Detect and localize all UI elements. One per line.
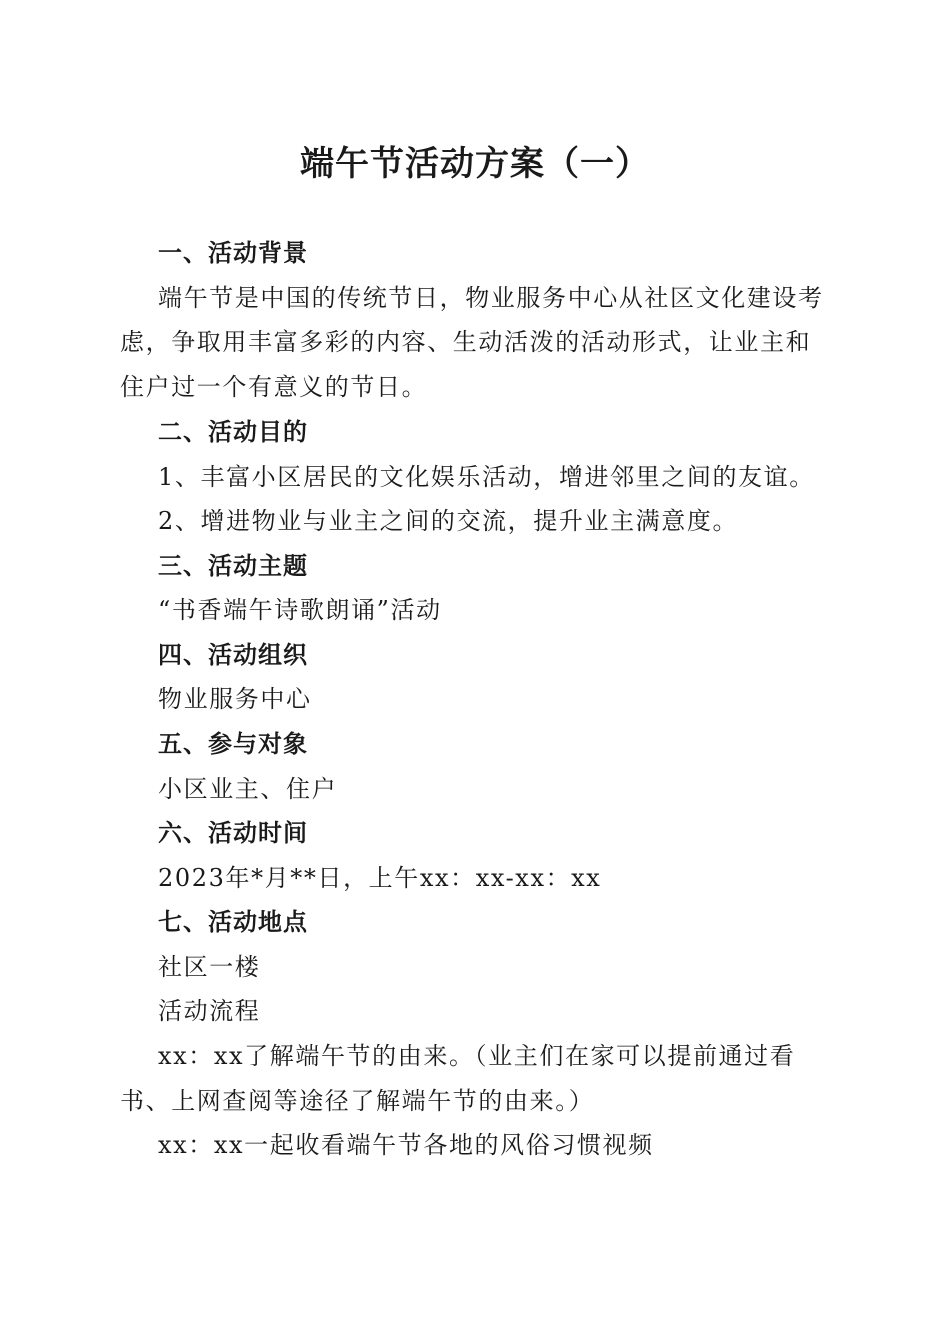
background-paragraph-line: 住户过一个有意义的节日。 <box>120 373 428 401</box>
process-step-line: xx：xx了解端午节的由来。（业主们在家可以提前通过看 <box>158 1042 796 1070</box>
process-label: 活动流程 <box>158 997 261 1025</box>
background-paragraph-line: 端午节是中国的传统节日，物业服务中心从社区文化建设考 <box>158 284 824 312</box>
section-heading-organizer: 四、活动组织 <box>158 641 308 669</box>
section-heading-theme: 三、活动主题 <box>158 552 308 580</box>
section-heading-time: 六、活动时间 <box>158 819 308 847</box>
process-step-line: xx：xx一起收看端午节各地的风俗习惯视频 <box>158 1131 654 1159</box>
location-text: 社区一楼 <box>158 953 261 981</box>
participants-text: 小区业主、住户 <box>158 775 338 803</box>
time-text: 2023年*月**日，上午xx：xx-xx：xx <box>158 864 602 892</box>
document-title: 端午节活动方案（一） <box>300 144 650 184</box>
organizer-text: 物业服务中心 <box>158 685 312 713</box>
section-heading-purpose: 二、活动目的 <box>158 418 308 446</box>
section-heading-background: 一、活动背景 <box>158 239 308 267</box>
section-heading-location: 七、活动地点 <box>158 908 308 936</box>
section-heading-participants: 五、参与对象 <box>158 730 308 758</box>
background-paragraph-line: 虑，争取用丰富多彩的内容、生动活泼的活动形式，让业主和 <box>120 328 812 356</box>
purpose-item: 1、丰富小区居民的文化娱乐活动，增进邻里之间的友谊。 <box>158 463 815 491</box>
theme-text: “书香端午诗歌朗诵”活动 <box>158 596 442 624</box>
process-step-line: 书、上网查阅等途径了解端午节的由来。） <box>120 1087 595 1115</box>
purpose-item: 2、增进物业与业主之间的交流，提升业主满意度。 <box>158 507 739 535</box>
